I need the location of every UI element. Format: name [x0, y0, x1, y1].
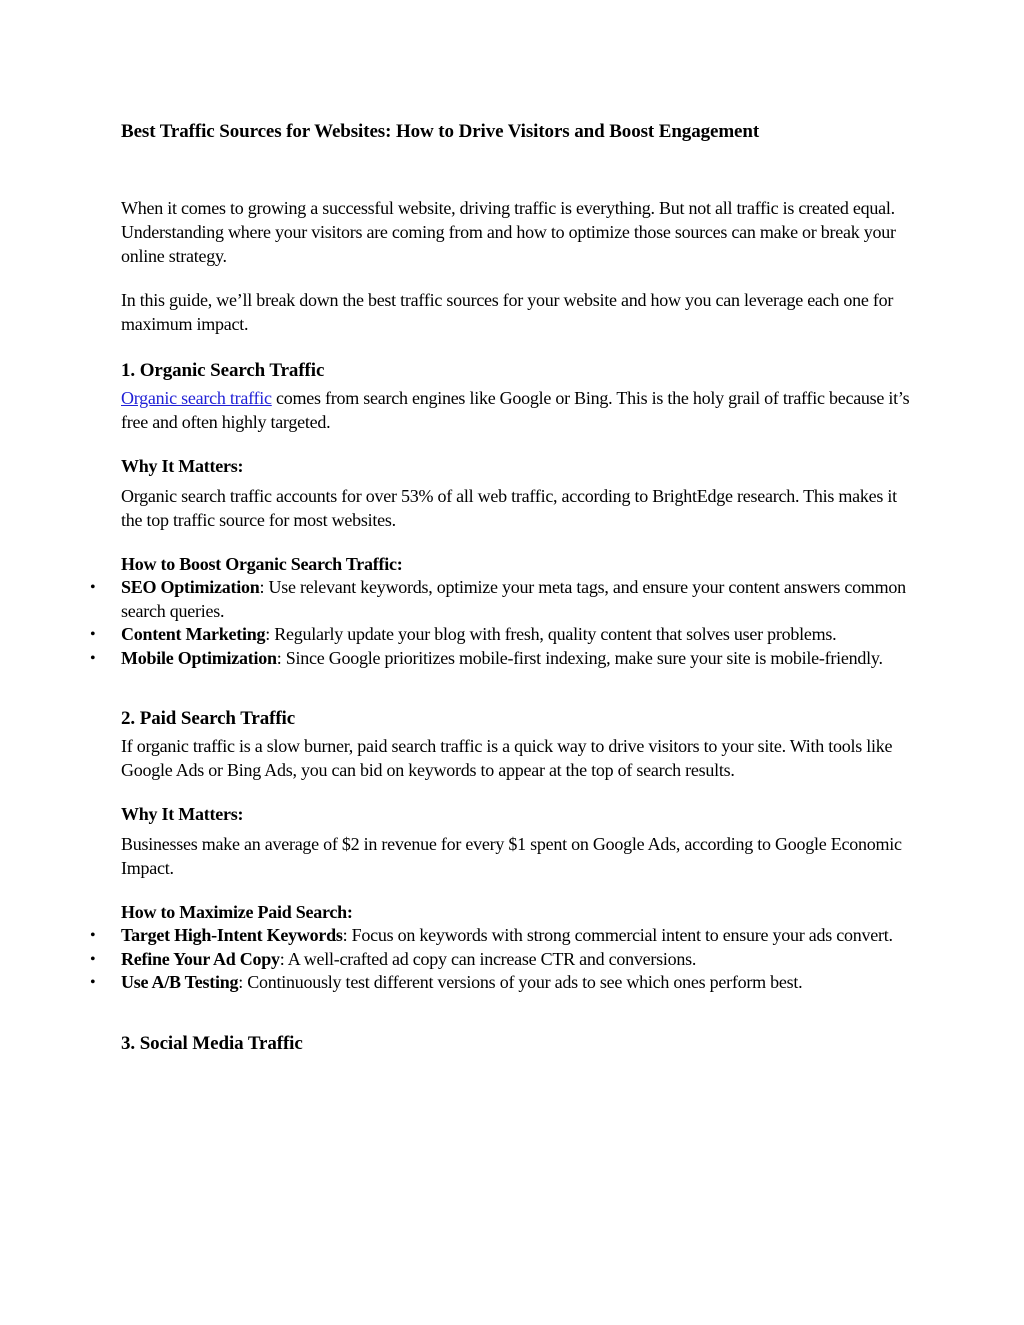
list-heading: How to Maximize Paid Search:: [121, 902, 353, 922]
organic-search-traffic-link[interactable]: Organic search traffic: [121, 388, 272, 408]
list-item: [90, 971, 911, 995]
document-content: [90, 118, 911, 1059]
list-item: [90, 924, 911, 948]
list-item-term: Mobile Optimization: [121, 647, 277, 668]
list-item-term: SEO Optimization: [121, 577, 260, 597]
list-item-text: : Continuously test different versions of your ads to see which ones perform best.: [238, 972, 803, 992]
list-item-text: : Use relevant keywords, optimize your meta tags, and ensure your content answers common search queries.: [121, 577, 906, 621]
list-item-text: : A well-crafted ad copy can increase CTR and conversions.: [279, 948, 697, 969]
list-item-text: : Focus on keywords with strong commercial intent to ensure your ads convert.: [342, 925, 893, 945]
list-item-term: Content Marketing: [121, 624, 266, 644]
subheading: Why It Matters:: [121, 456, 244, 476]
why-paragraph: Businesses make an average of $2 in revenue for every $1 spent on Google Ads, according to Google Economic Impact.: [121, 834, 902, 878]
bullet-icon: •: [90, 649, 96, 667]
list-item: [90, 647, 911, 671]
bullet-list: [90, 576, 911, 670]
bullet-list: [90, 924, 911, 995]
section-heading: 1. Organic Search Traffic: [121, 360, 325, 381]
list-heading: How to Boost Organic Search Traffic:: [121, 554, 403, 574]
bullet-icon: •: [90, 579, 96, 596]
list-item: [90, 576, 911, 623]
section-spacer: [121, 995, 911, 1029]
intro-paragraph: When it comes to growing a successful website, driving traffic is everything. But not all traffic is created equal. Understanding where your visitors are coming from and how to optimize those sources can make or break your online strategy.: [121, 198, 896, 266]
list-item-term: Use A/B Testing: [121, 972, 239, 992]
list-item-term: Target High-Intent Keywords: [121, 925, 343, 945]
list-item: [90, 623, 911, 647]
why-paragraph: Organic search traffic accounts for over 53% of all web traffic, according to BrightEdge research. This makes it the top traffic source for most websites.: [121, 486, 897, 530]
section-paragraph: [121, 386, 911, 434]
list-item-term: Refine Your Ad Copy: [121, 948, 280, 969]
document-title: Best Traffic Sources for Websites: How to Drive Visitors and Boost Engagement: [121, 121, 760, 142]
section-heading: 3. Social Media Traffic: [121, 1032, 303, 1054]
list-item-text: : Regularly update your blog with fresh, quality content that solves user problems.: [265, 624, 837, 644]
bullet-icon: •: [90, 626, 96, 643]
intro-paragraph: In this guide, we’ll break down the best traffic sources for your website and how you can leverage each one for maximum impact.: [121, 290, 894, 334]
bullet-icon: •: [90, 974, 96, 991]
section-paragraph-text: comes from search engines like Google or Bing. This is the holy grail of traffic because it’s free and often highly targeted.: [121, 388, 910, 432]
section-spacer: [121, 670, 911, 704]
list-item-text: : Since Google prioritizes mobile-first indexing, make sure your site is mobile-friendly.: [276, 647, 883, 668]
list-item: [90, 948, 911, 972]
section-heading: 2. Paid Search Traffic: [121, 708, 296, 729]
bullet-icon: •: [90, 927, 96, 944]
section-paragraph: If organic traffic is a slow burner, paid search traffic is a quick way to drive visitors to your site. With tools like Google Ads or Bing Ads, you can bid on keywords to appear at the top of search results.: [121, 736, 893, 780]
subheading: Why It Matters:: [121, 804, 244, 824]
bullet-icon: •: [90, 950, 96, 968]
